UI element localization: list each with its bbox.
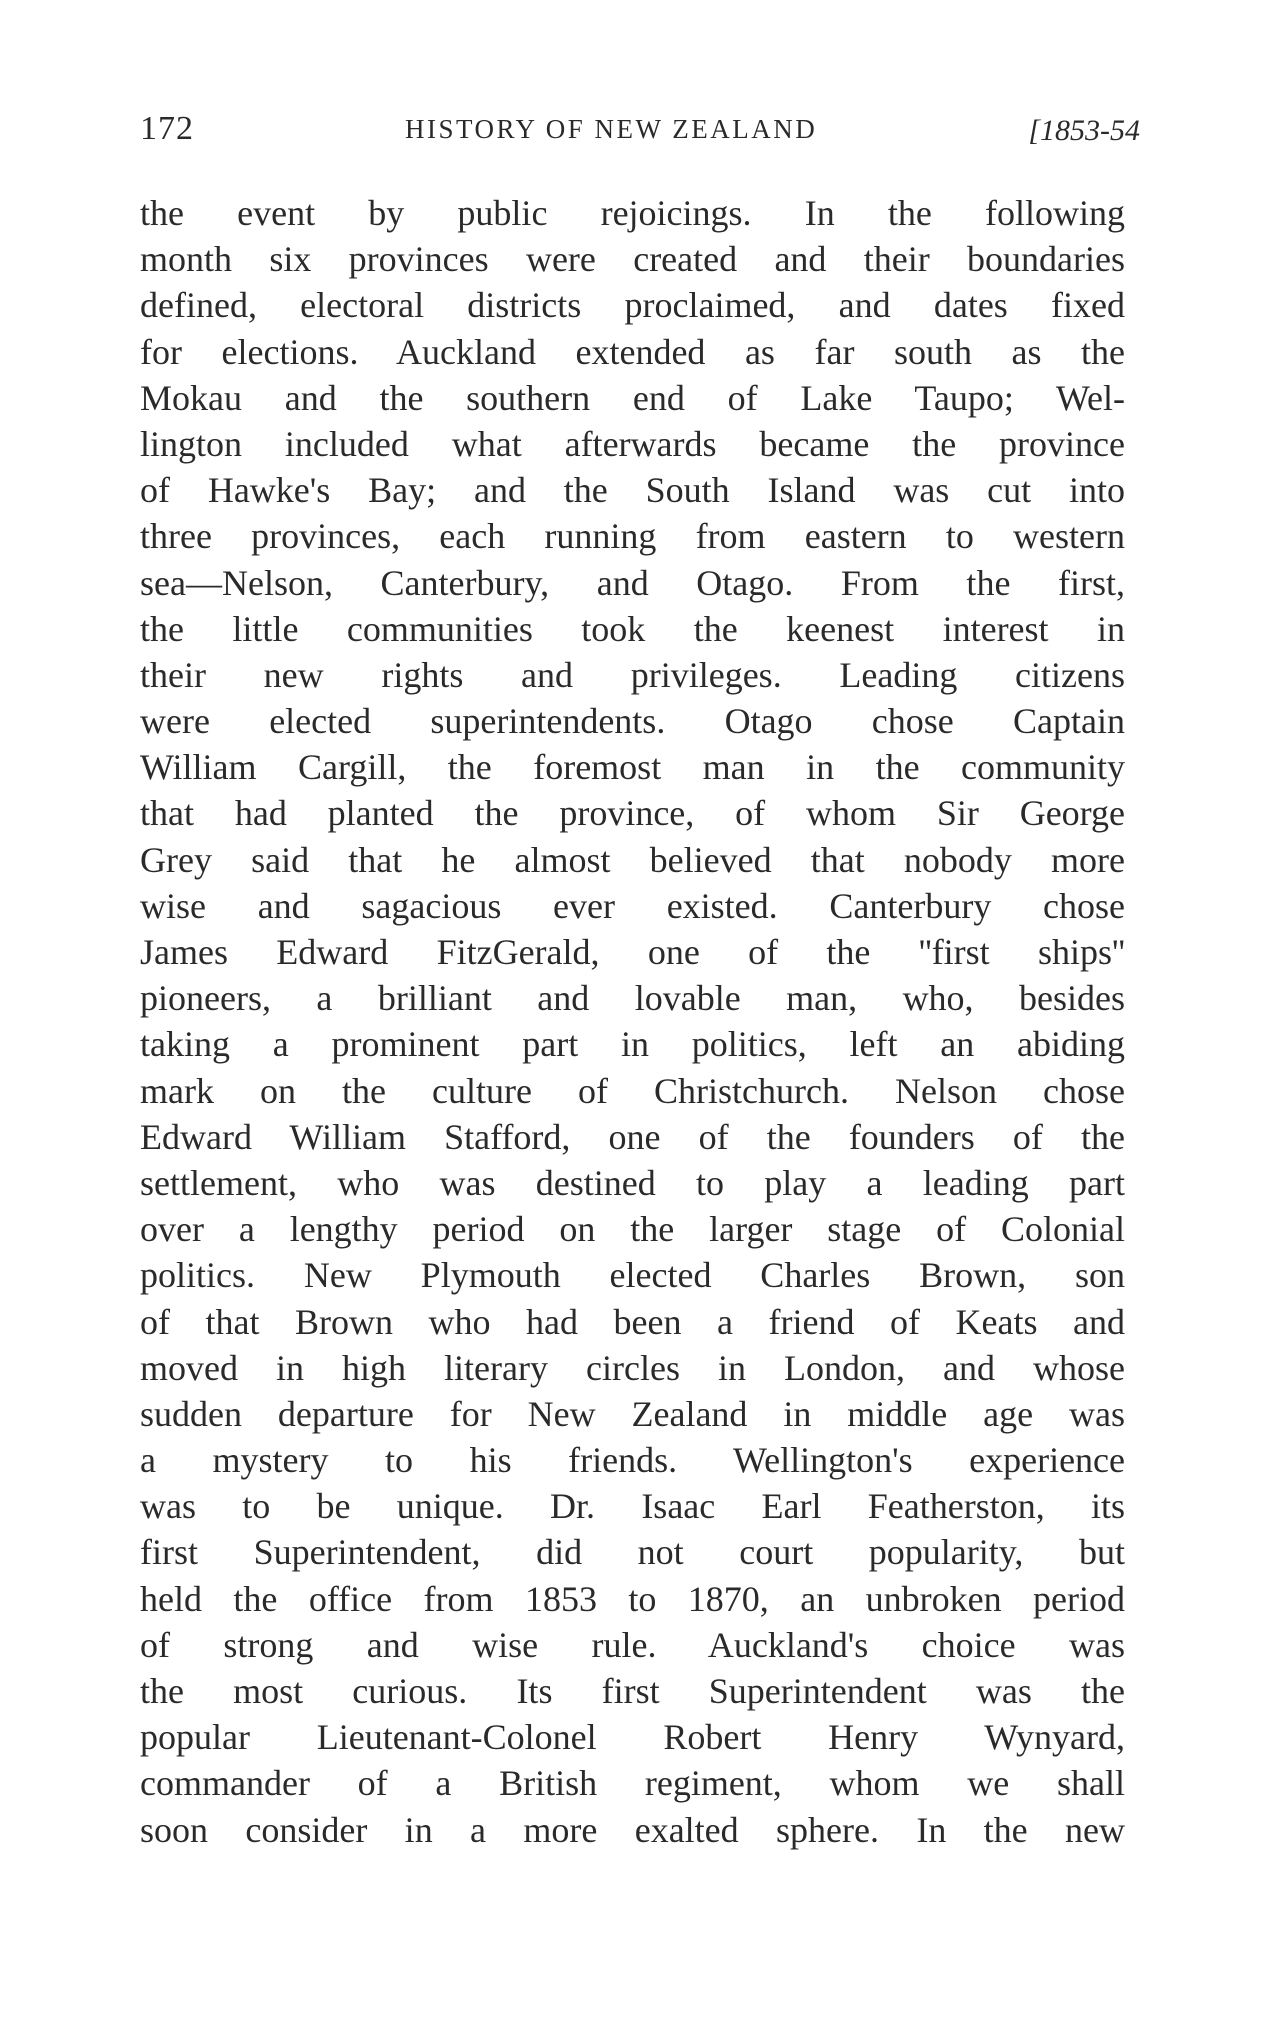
text-line: of Hawke's Bay; and the South Island was cut into xyxy=(140,470,1125,511)
text-line: were elected superintendents. Otago chose Captain xyxy=(140,701,1125,742)
text-line: the event by public rejoicings. In the following xyxy=(140,193,1125,233)
text-line: Grey said that he almost believed that nobody more xyxy=(140,839,1125,880)
text-line: sea—Nelson, Canterbury, and Otago. From the first, xyxy=(140,562,1125,603)
text-line: moved in high literary circles in London, and whose xyxy=(140,1347,1125,1388)
body-text xyxy=(140,190,1125,1853)
text-line: first Superintendent, did not court popularity, but xyxy=(140,1532,1125,1573)
text-line: the most curious. Its first Superintendent was the xyxy=(140,1671,1125,1711)
text-line: the little communities took the keenest interest in xyxy=(140,608,1125,649)
text-line: sudden departure for New Zealand in middle age was xyxy=(140,1393,1125,1434)
text-line: three provinces, each running from eastern to western xyxy=(140,516,1125,557)
text-line: politics. New Plymouth elected Charles Brown, son xyxy=(140,1255,1125,1296)
text-line: popular Lieutenant-Colonel Robert Henry Wynyard, xyxy=(140,1717,1125,1758)
text-line: settlement, who was destined to play a leading part xyxy=(140,1162,1125,1203)
text-line: commander of a British regiment, whom we shall xyxy=(140,1763,1125,1804)
text-line: that had planted the province, of whom Sir George xyxy=(140,793,1125,834)
date-range: [1853-54 xyxy=(1028,114,1140,147)
text-line: Edward William Stafford, one of the founders of the xyxy=(140,1116,1125,1157)
text-line: lington included what afterwards became the province xyxy=(140,423,1125,464)
page-number: 172 xyxy=(140,110,194,147)
text-line: William Cargill, the foremost man in the community xyxy=(140,747,1125,788)
text-line: soon consider in a more exalted sphere. In the new xyxy=(140,1809,1125,1850)
text-line: was to be unique. Dr. Isaac Earl Featherston, its xyxy=(140,1486,1125,1527)
text-line: taking a prominent part in politics, left an abiding xyxy=(140,1024,1125,1065)
text-line: their new rights and privileges. Leading citizens xyxy=(140,654,1125,695)
text-line: Mokau and the southern end of Lake Taupo; Wel- xyxy=(140,377,1125,418)
text-line: wise and sagacious ever existed. Canterbury chose xyxy=(140,885,1125,926)
text-line: James Edward FitzGerald, one of the ''first ships'' xyxy=(140,932,1125,972)
text-line: of that Brown who had been a friend of Keats and xyxy=(140,1301,1125,1342)
text-line: a mystery to his friends. Wellington's experience xyxy=(140,1440,1125,1481)
text-line: for elections. Auckland extended as far south as the xyxy=(140,331,1125,372)
running-head xyxy=(140,110,1140,160)
text-line: held the office from 1853 to 1870, an unbroken period xyxy=(140,1578,1125,1619)
text-line: mark on the culture of Christchurch. Nelson chose xyxy=(140,1070,1125,1111)
text-line: of strong and wise rule. Auckland's choice was xyxy=(140,1624,1125,1665)
running-title: HISTORY OF NEW ZEALAND xyxy=(405,114,818,144)
text-line: month six provinces were created and their boundaries xyxy=(140,239,1125,280)
text-line: defined, electoral districts proclaimed, and dates fixed xyxy=(140,285,1125,326)
text-line: over a lengthy period on the larger stage of Colonial xyxy=(140,1209,1125,1250)
text-line: pioneers, a brilliant and lovable man, who, besides xyxy=(140,978,1125,1019)
